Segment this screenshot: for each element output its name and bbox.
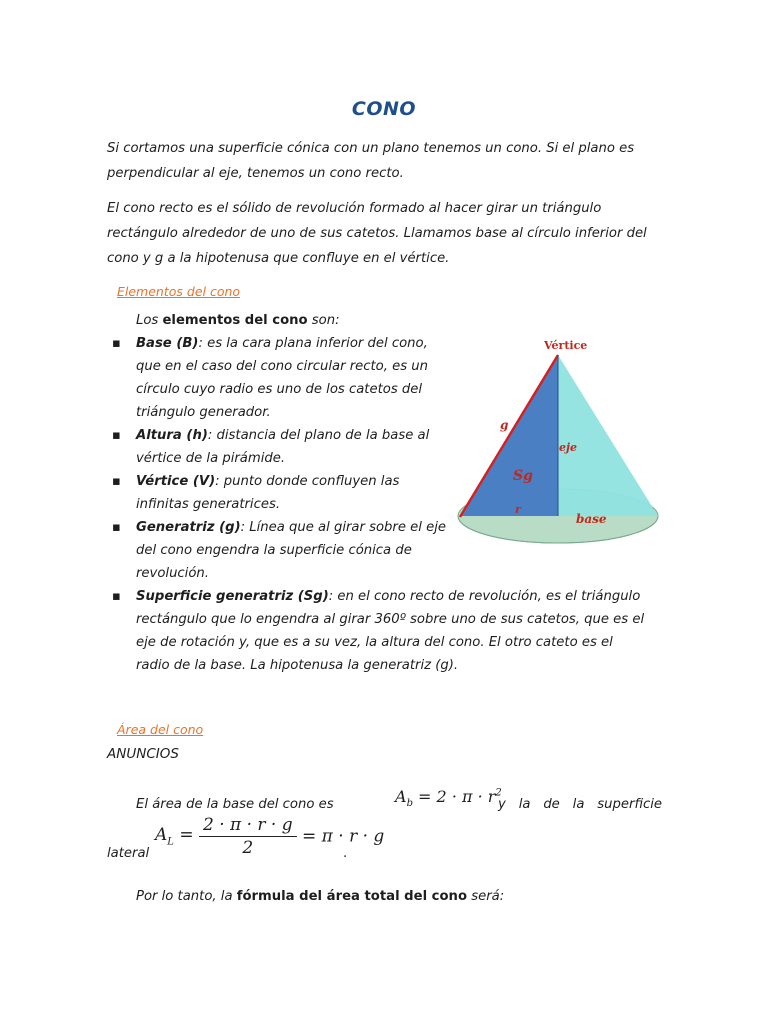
conclusion-pre: Por lo tanto, la xyxy=(136,889,237,904)
superficie-line-3: eje de rotación y, que es a su vez, la altura del cono. El otro cateto es el xyxy=(136,635,613,650)
section-heading-area[interactable]: Área del cono xyxy=(117,722,204,737)
bullet-marker: ▪ xyxy=(112,589,121,604)
base-label: base xyxy=(576,512,607,526)
area-text-lateral: lateral xyxy=(107,846,150,861)
term-generatriz: Generatriz (g) xyxy=(136,520,241,535)
sg-label: Sg xyxy=(513,468,533,484)
conclusion-bold: fórmula del área total del cono xyxy=(236,889,468,904)
generatriz-line-3: revolución. xyxy=(136,566,209,581)
generatriz-line-2: del cono engendra la superficie cónica de xyxy=(136,543,412,558)
area-text-part1: El área de la base del cono es xyxy=(136,797,334,812)
para2-line-3: cono y g a la hipotenusa que confluye en el vértice. xyxy=(107,251,450,266)
altura-line-1: : distancia del plano de la base al xyxy=(207,428,430,443)
intro-line-2: perpendicular al eje, tenemos un cono recto. xyxy=(107,166,404,181)
ads-label: ANUNCIOS xyxy=(107,746,179,762)
vertice-line-2: infinitas generatrices. xyxy=(136,497,281,512)
base-line-4: triángulo generador. xyxy=(136,405,271,420)
area-text-part2: y la de la superficie xyxy=(498,797,662,812)
formula-base-area: $A_b = 2 \cdot \pi \cdot r^2$ xyxy=(395,787,502,810)
base-line-2: que en el caso del cono circular recto, es un xyxy=(136,359,429,374)
period-after-formula: . xyxy=(343,846,348,861)
cone-body xyxy=(558,355,658,516)
para2-line-2: rectángulo alrededor de uno de sus catetos. Llamamos base al círculo inferior del xyxy=(107,226,647,241)
intro-line-1: Si cortamos una superficie cónica con un plano tenemos un cono. Si el plano es xyxy=(107,141,635,156)
elements-intro xyxy=(136,309,340,332)
axis-label: eje xyxy=(559,441,577,454)
superficie-line-4: radio de la base. La hipotenusa la generatriz (g). xyxy=(136,658,459,673)
elements-intro-post: son: xyxy=(307,313,340,328)
bullet-marker: ▪ xyxy=(112,336,121,351)
r-label: r xyxy=(515,503,521,516)
elements-intro-pre: Los xyxy=(136,313,163,328)
conclusion-line xyxy=(136,885,504,908)
elements-intro-bold: elementos del cono xyxy=(162,313,308,328)
bullet-marker: ▪ xyxy=(112,520,121,535)
cone-diagram xyxy=(455,335,665,555)
base-line-3: círculo cuyo radio es uno de los catetos del xyxy=(136,382,423,397)
para2-line-1: El cono recto es el sólido de revolución formado al hacer girar un triángulo xyxy=(107,201,602,216)
list-item-superficie xyxy=(112,585,644,677)
bullet-marker: ▪ xyxy=(112,474,121,489)
superficie-line-2: rectángulo que lo engendra al girar 360º sobre uno de sus catetos, que es el xyxy=(136,612,645,627)
formula-lateral-source xyxy=(155,815,170,816)
term-altura: Altura (h) xyxy=(136,428,208,443)
g-label: g xyxy=(500,418,509,432)
section-heading-elementos[interactable]: Elementos del cono xyxy=(117,284,241,299)
vertice-line-1: : punto donde confluyen las xyxy=(215,474,400,489)
superficie-line-1: : en el cono recto de revolución, es el triángulo xyxy=(328,589,641,604)
term-base: Base (B) xyxy=(136,336,199,351)
generatriz-line-1: : Línea que al girar sobre el eje xyxy=(240,520,447,535)
formula-lateral-area: $A_L$ = $\frac{2 \cdot \pi \cdot r \cdot g}{2}$ = π · r · g xyxy=(155,815,385,858)
term-vertice: Vértice (V) xyxy=(136,474,216,489)
bullet-marker: ▪ xyxy=(112,428,121,443)
base-line-1: : es la cara plana inferior del cono, xyxy=(198,336,428,351)
conclusion-post: será: xyxy=(467,889,505,904)
altura-line-2: vértice de la pirámide. xyxy=(136,451,286,466)
term-superficie: Superficie generatriz (Sg) xyxy=(136,589,329,604)
formula-base-source xyxy=(395,787,402,788)
vertex-label: Vértice xyxy=(544,339,588,352)
page-title: CONO xyxy=(351,98,417,120)
